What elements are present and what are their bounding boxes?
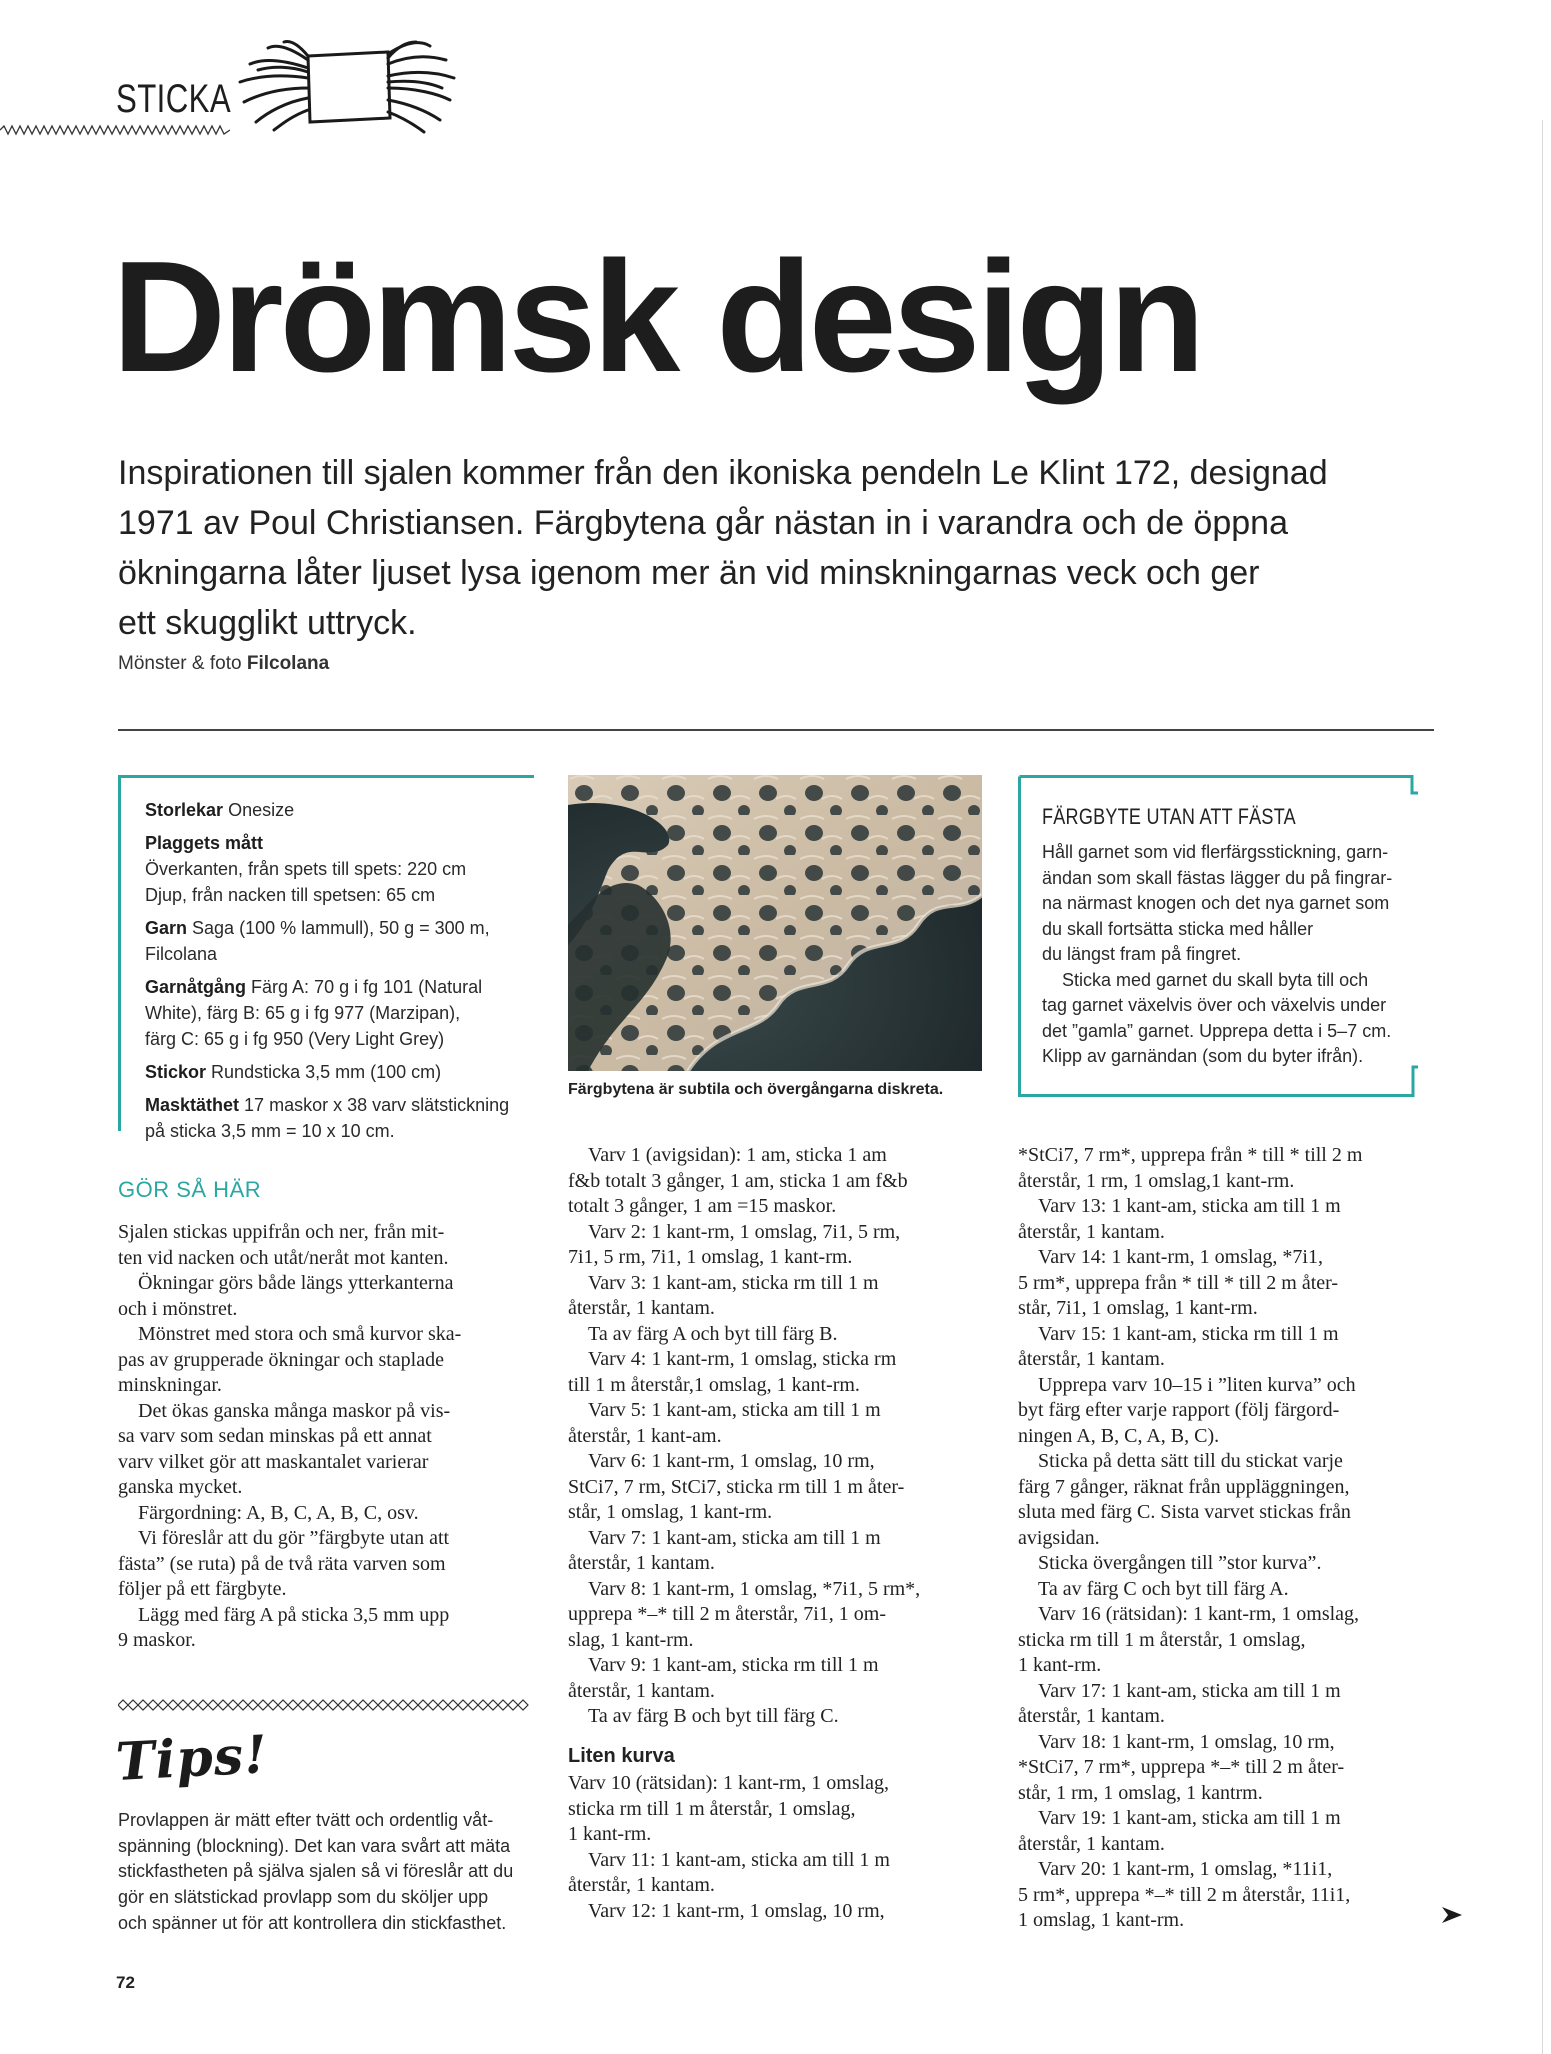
instruction-line: 5 rm*, upprepa från * till * till 2 m åter- — [1018, 1271, 1339, 1294]
instruction-line: återstår, 1 kantam. — [1018, 1348, 1165, 1370]
how-to-line: Mönstret med stora och små kurvor ska- — [138, 1323, 462, 1345]
instruction-line: ningen A, B, C, A, B, C). — [1018, 1424, 1220, 1447]
instruction-line: slag, 1 kant-rm. — [568, 1628, 694, 1651]
color-change-line: Håll garnet som vid flerfärgsstickning, garn- — [1042, 842, 1389, 862]
instruction-line: byt färg efter varje rapport (följ färgord- — [1018, 1399, 1340, 1421]
instruction-line: återstår, 1 kantam. — [568, 1297, 715, 1319]
instruction-line: Ta av färg B och byt till färg C. — [588, 1705, 839, 1727]
instruction-line: 5 rm*, upprepa *–* till 2 m återstår, 11i1, — [1018, 1883, 1351, 1906]
instruction-line: Varv 1 (avigsidan): 1 am, sticka 1 am — [588, 1144, 887, 1166]
instruction-line: färg 7 gånger, räknat från uppläggningen, — [1018, 1475, 1350, 1498]
shawl-photo-image — [568, 775, 982, 1071]
fact-label: Plaggets mått — [145, 833, 264, 853]
fact-value: Rundsticka 3,5 mm (100 cm) — [211, 1062, 442, 1082]
lead-line: ett skugglikt uttryck. — [118, 604, 417, 642]
next-page-arrow-icon — [1440, 1905, 1464, 1925]
instruction-line: Varv 3: 1 kant-am, sticka rm till 1 m — [588, 1271, 879, 1294]
lead-line: ökningarna låter ljuset lysa igenom mer än vid minskningarnas veck och ger — [118, 554, 1260, 592]
fact-line: Filcolana — [145, 944, 218, 964]
fact-line: Djup, från nacken till spetsen: 65 cm — [145, 885, 436, 905]
how-to-line: sa varv som sedan minskas på ett annat — [118, 1425, 432, 1447]
credit-label: Mönster & foto — [118, 653, 242, 674]
shawl-photo — [568, 775, 982, 1071]
yarn-skein-icon — [228, 38, 464, 134]
instruction-line: Varv 12: 1 kant-rm, 1 omslag, 10 rm, — [588, 1899, 885, 1922]
fact-line — [145, 797, 530, 823]
instruction-line: 1 omslag, 1 kant-rm. — [1018, 1909, 1185, 1931]
how-to-line: följer på ett färgbyte. — [118, 1578, 287, 1600]
tips-line: Provlappen är mätt efter tvätt och ordentlig våt- — [118, 1810, 494, 1830]
instruction-line: Varv 2: 1 kant-rm, 1 omslag, 7i1, 5 rm, — [588, 1220, 901, 1243]
instruction-line: f&b totalt 3 gånger, 1 am, sticka 1 am f&b — [568, 1169, 908, 1192]
fact-label: Storlekar — [145, 800, 224, 820]
instruction-line: Sticka på detta sätt till du stickat varje — [1038, 1450, 1343, 1472]
facts-list — [145, 797, 530, 1151]
instruction-line: återstår, 1 kantam. — [1018, 1832, 1165, 1855]
fact-line — [145, 915, 530, 941]
instruction-line: står, 7i1, 1 omslag, 1 kant-rm. — [1018, 1297, 1258, 1319]
instruction-line: till 1 m återstår,1 omslag, 1 kant-rm. — [568, 1373, 860, 1396]
color-change-line: det ”gamla” garnet. Upprepa detta i 5–7 cm. — [1042, 1020, 1392, 1041]
fact-line: Överkanten, från spets till spets: 220 cm — [145, 859, 467, 879]
instruction-line: återstår, 1 kantam. — [1018, 1705, 1165, 1727]
fact-line — [145, 974, 530, 1000]
instruction-line: StCi7, 7 rm, StCi7, sticka rm till 1 m åter- — [568, 1475, 905, 1498]
fact-value: 17 maskor x 38 varv slätstickning — [244, 1095, 510, 1115]
color-change-line: Klipp av garnändan (som du byter ifrån). — [1042, 1046, 1364, 1066]
instruction-line: återstår, 1 kant-am. — [568, 1424, 722, 1447]
how-to-line: och i mönstret. — [118, 1297, 238, 1320]
instruction-line: sluta med färg C. Sista varvet stickas från — [1018, 1501, 1351, 1523]
tips-title: Tips! — [114, 1724, 270, 1793]
how-to-line: ten vid nacken och utåt/neråt mot kanten. — [118, 1246, 449, 1269]
instructions-middle — [568, 1143, 988, 1924]
lead-line: 1971 av Poul Christiansen. Färgbytena går nästan in i varandra och de öppna — [118, 504, 1288, 542]
color-change-text — [1042, 840, 1412, 1070]
instruction-line: Varv 16 (rätsidan): 1 kant-rm, 1 omslag, — [1038, 1603, 1360, 1625]
page-edge-line — [1542, 120, 1543, 2054]
instruction-line: avigsidan. — [1018, 1526, 1100, 1549]
instruction-line: återstår, 1 kantam. — [1018, 1220, 1165, 1243]
fact-line: på sticka 3,5 mm = 10 x 10 cm. — [145, 1121, 395, 1141]
instruction-line: *StCi7, 7 rm*, upprepa *–* till 2 m åter- — [1018, 1756, 1345, 1778]
instruction-line: Varv 19: 1 kant-am, sticka am till 1 m — [1038, 1807, 1341, 1829]
tips-line: och spänner ut för att kontrollera din stickfasthet. — [118, 1912, 507, 1933]
instruction-line: återstår, 1 rm, 1 omslag,1 kant-rm. — [1018, 1169, 1295, 1192]
instruction-line: Varv 18: 1 kant-rm, 1 omslag, 10 rm, — [1038, 1730, 1335, 1753]
how-to-line: varv vilket gör att maskantalet varierar — [118, 1450, 429, 1473]
lead-line: Inspirationen till sjalen kommer från den ikoniska pendeln Le Klint 172, designad — [118, 454, 1328, 492]
tips-line: spänning (blockning). Det kan vara svårt att mäta — [118, 1835, 511, 1856]
instruction-line: Varv 11: 1 kant-am, sticka am till 1 m — [588, 1848, 890, 1871]
instruction-line: 1 kant-rm. — [568, 1823, 652, 1845]
photo-credit — [118, 653, 329, 675]
how-to-line: Vi föreslår att du gör ”färgbyte utan att — [138, 1527, 450, 1549]
instruction-line: sticka rm till 1 m återstår, 1 omslag, — [1018, 1628, 1306, 1651]
instructions-right — [1018, 1143, 1438, 1934]
instruction-line: Varv 9: 1 kant-am, sticka rm till 1 m — [588, 1654, 879, 1676]
how-to-line: minskningar. — [118, 1374, 222, 1396]
color-change-line: Sticka med garnet du skall byta till och — [1062, 969, 1369, 990]
instruction-line: står, 1 rm, 1 omslag, 1 kantrm. — [1018, 1781, 1263, 1804]
diamond-rule — [118, 1698, 534, 1712]
how-to-line: fästa” (se ruta) på de två räta varven som — [118, 1552, 446, 1575]
fact-line: färg C: 65 g i fg 950 (Very Light Grey) — [145, 1029, 445, 1049]
instruction-line: Varv 4: 1 kant-rm, 1 omslag, sticka rm — [588, 1348, 897, 1370]
color-change-line: tag garnet växelvis över och växelvis under — [1042, 995, 1387, 1015]
how-to-heading: GÖR SÅ HÄR — [118, 1177, 262, 1202]
how-to-line: Sjalen stickas uppifrån och ner, från mit- — [118, 1221, 445, 1243]
instruction-line: Varv 6: 1 kant-rm, 1 omslag, 10 rm, — [588, 1450, 875, 1472]
how-to-line: ganska mycket. — [118, 1476, 243, 1498]
fact-line — [145, 1059, 530, 1085]
instruction-line: Varv 10 (rätsidan): 1 kant-rm, 1 omslag, — [568, 1772, 890, 1794]
color-change-heading: FÄRGBYTE UTAN ATT FÄSTA — [1042, 804, 1296, 829]
color-change-line: ändan som skall fästas lägger du på fingrar- — [1042, 867, 1393, 888]
lead-paragraph — [118, 448, 1418, 648]
tips-line: stickfastheten på själva sjalen så vi föreslår att du — [118, 1861, 514, 1882]
fact-item — [145, 974, 530, 1052]
color-change-box — [1018, 775, 1418, 1097]
fact-item — [145, 1092, 530, 1144]
facts-box — [118, 775, 534, 1141]
section-label: STICKA — [116, 77, 232, 121]
instruction-line: totalt 3 gånger, 1 am =15 maskor. — [568, 1195, 837, 1217]
fact-item — [145, 797, 530, 823]
zigzag-rule — [0, 124, 230, 136]
instruction-line: Varv 14: 1 kant-rm, 1 omslag, *7i1, — [1038, 1246, 1323, 1268]
fact-line: White), färg B: 65 g i fg 977 (Marzipan), — [145, 1003, 461, 1023]
fact-value: Onesize — [228, 800, 295, 820]
fact-value: Färg A: 70 g i fg 101 (Natural — [251, 977, 483, 997]
fact-item — [145, 915, 530, 967]
instruction-line: Sticka övergången till ”stor kurva”. — [1038, 1552, 1322, 1574]
article-title: Drömsk design — [112, 229, 1202, 405]
how-to-text — [118, 1220, 538, 1654]
instruction-line: Upprepa varv 10–15 i ”liten kurva” och — [1038, 1373, 1356, 1396]
how-to-line: 9 maskor. — [118, 1629, 196, 1651]
how-to-line: Färgordning: A, B, C, A, B, C, osv. — [138, 1501, 419, 1524]
fact-value: Saga (100 % lammull), 50 g = 300 m, — [192, 918, 490, 938]
fact-label: Garnåtgång — [145, 977, 247, 997]
instruction-line: 7i1, 5 rm, 7i1, 1 omslag, 1 kant-rm. — [568, 1246, 853, 1268]
fact-label: Stickor — [145, 1062, 207, 1082]
color-change-line: du längst fram på fingret. — [1042, 944, 1242, 964]
instruction-line: Varv 5: 1 kant-am, sticka am till 1 m — [588, 1399, 881, 1421]
instruction-line: Varv 8: 1 kant-rm, 1 omslag, *7i1, 5 rm*, — [588, 1577, 921, 1600]
instruction-line: återstår, 1 kantam. — [568, 1874, 715, 1896]
how-to-line: pas av grupperade ökningar och staplade — [118, 1348, 444, 1371]
instruction-line: återstår, 1 kantam. — [568, 1552, 715, 1574]
how-to-line: Lägg med färg A på sticka 3,5 mm upp — [138, 1603, 450, 1626]
instruction-line: upprepa *–* till 2 m återstår, 7i1, 1 om- — [568, 1603, 887, 1625]
instruction-line: Varv 7: 1 kant-am, sticka am till 1 m — [588, 1526, 881, 1549]
liten-kurva-heading: Liten kurva — [568, 1744, 675, 1767]
instruction-line: återstår, 1 kantam. — [568, 1679, 715, 1702]
instruction-line: Varv 17: 1 kant-am, sticka am till 1 m — [1038, 1679, 1341, 1702]
photo-caption: Färgbytena är subtila och övergångarna diskreta. — [568, 1081, 944, 1098]
fact-item — [145, 1059, 530, 1085]
color-change-line: du skall fortsätta sticka med håller — [1042, 918, 1314, 939]
fact-line — [145, 1092, 530, 1118]
instruction-line: Varv 13: 1 kant-am, sticka am till 1 m — [1038, 1195, 1341, 1217]
instruction-line: Varv 20: 1 kant-rm, 1 omslag, *11i1, — [1038, 1858, 1333, 1880]
instruction-line: står, 1 omslag, 1 kant-rm. — [568, 1501, 773, 1523]
fact-item — [145, 830, 530, 908]
tips-text — [118, 1808, 538, 1937]
instruction-line: Ta av färg A och byt till färg B. — [588, 1322, 838, 1345]
fact-label: Garn — [145, 918, 188, 938]
how-to-line: Det ökas ganska många maskor på vis- — [138, 1399, 451, 1422]
instruction-line: 1 kant-rm. — [1018, 1654, 1102, 1676]
instruction-line: sticka rm till 1 m återstår, 1 omslag, — [568, 1797, 856, 1820]
instruction-line: Ta av färg C och byt till färg A. — [1038, 1577, 1289, 1600]
how-to-line: Ökningar görs både längs ytterkanterna — [138, 1272, 454, 1294]
fact-line — [145, 830, 530, 856]
instruction-line: *StCi7, 7 rm*, upprepa från * till * till 2 m — [1018, 1144, 1363, 1166]
tips-line: gör en slätstickad provlapp som du sköljer upp — [118, 1887, 489, 1908]
title-divider — [118, 729, 1434, 731]
credit-name: Filcolana — [246, 653, 330, 674]
fact-label: Masktäthet — [145, 1095, 240, 1115]
color-change-line: na närmast knogen och det nya garnet som — [1042, 893, 1390, 913]
page-number: 72 — [116, 1973, 135, 1992]
instruction-line: Varv 15: 1 kant-am, sticka rm till 1 m — [1038, 1322, 1339, 1345]
